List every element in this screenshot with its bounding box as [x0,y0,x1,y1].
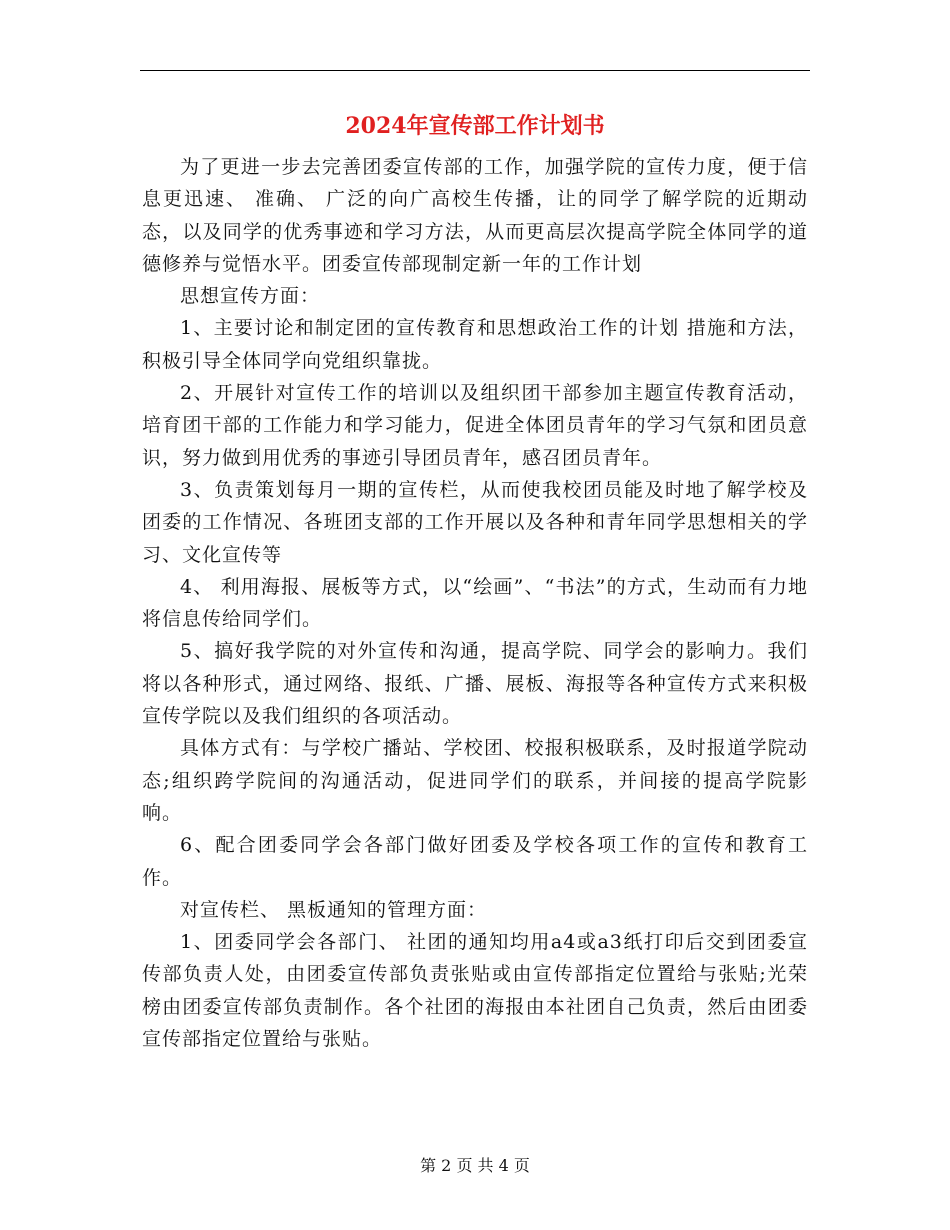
document-title: 2024年宣传部工作计划书 [345,113,605,139]
paragraph-specific-methods: 具体方式有：与学校广播站、学校团、校报积极联系，及时报道学院动态;组织跨学院间的沟通活动，促进同学们的联系，并间接的提高学院影响。 [142,737,808,824]
paragraph-bulletin-item-1: 1、团委同学会各部门、 社团的通知均用a4或a3纸打印后交到团委宣传部负责人处，由团委宣传部负责张贴或由宣传部指定位置给与张贴;光荣榜由团委宣传部负责制作。各个社团的海报由本社团自己负责，然后由团委宣传部指定位置给与张贴。 [142,931,808,1051]
section-heading-bulletin: 对宣传栏、 黑板通知的管理方面： [180,898,488,921]
paragraph-item-1: 1、主要讨论和制定团的宣传教育和思想政治工作的计划 措施和方法，积极引导全体同学向党组织靠拢。 [142,317,808,372]
paragraph-item-5: 5、搞好我学院的对外宣传和沟通，提高学院、同学会的影响力。我们将以各种形式，通过网络、报纸、广播、展板、海报等各种宣传方式来积极宣传学院以及我们组织的各项活动。 [142,640,808,728]
page-footer: 第 2 页 共 4 页 [420,1156,530,1175]
document-body [142,151,808,1055]
paragraph-item-3: 3、负责策划每月一期的宣传栏，从而使我校团员能及时地了解学校及团委的工作情况、各班团支部的工作开展以及各种和青年同学思想相关的学习、文化宣传等 [142,478,808,566]
section-heading-ideology: 思想宣传方面： [180,285,321,308]
paragraph-intro: 为了更进一步去完善团委宣传部的工作，加强学院的宣传力度，便于信息更迅速、 准确、 广泛的向广高校生传播，让的同学了解学院的近期动态，以及同学的优秀事迹和学习方法，从而更高层次提高学院全体同学的道德修养与觉悟水平。团委宣传部现制定新一年的工作计划 [142,156,808,275]
header-rule [140,70,810,71]
paragraph-item-2: 2、开展针对宣传工作的培训以及组织团干部参加主题宣传教育活动，培育团干部的工作能力和学习能力，促进全体团员青年的学习气氛和团员意识，努力做到用优秀的事迹引导团员青年，感召团员青年。 [142,382,808,469]
paragraph-item-4: 4、 利用海报、展板等方式，以“绘画”、“书法”的方式，生动而有力地将信息传给同学们。 [142,575,808,631]
paragraph-item-6: 6、配合团委同学会各部门做好团委及学校各项工作的宣传和教育工作。 [142,834,808,889]
